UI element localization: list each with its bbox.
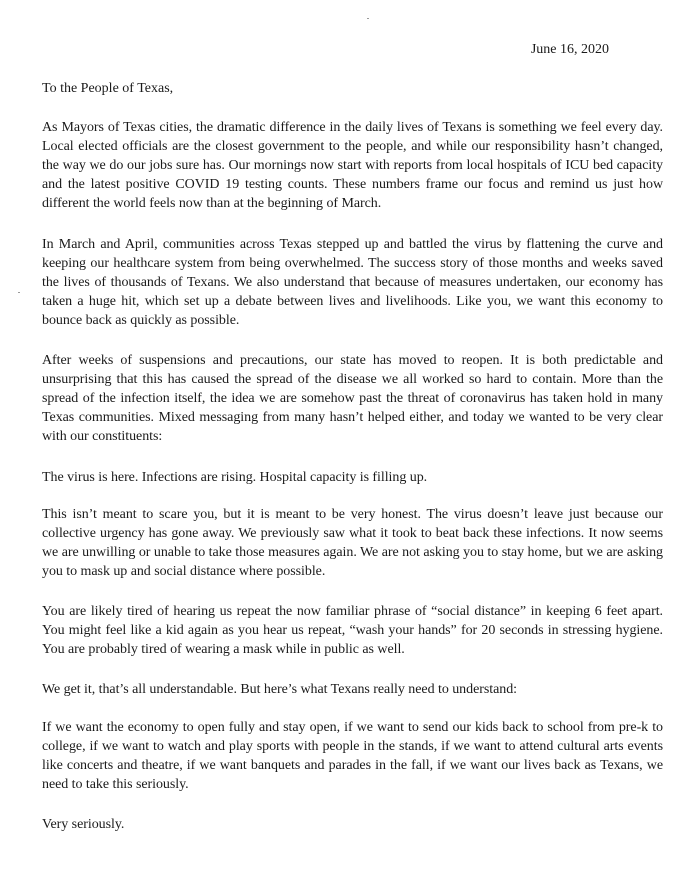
- paragraph-virus-is-here: The virus is here. Infections are rising. Hospital capacity is filling up.: [42, 470, 428, 485]
- paragraph-we-get-it: We get it, that’s all understandable. But here’s what Texans really need to understand:: [42, 682, 517, 697]
- paragraph-if-we-want: If we want the economy to open fully and stay open, if we want to send our kids back to school from pre-k to college, if we want to watch and play sports with people in the stands, if we want to attend cultural arts events like concerts and theatre, if we want banquets and parades in the fall, if we want our lives back as Texans, we need to take this seriously.: [42, 720, 663, 792]
- paragraph-march-april: In March and April, communities across Texas stepped up and battled the virus by flattening the curve and keeping our healthcare system from being overwhelmed. The success story of those months and weeks saved the lives of thousands of Texans. We also understand that because of measures undertaken, our economy has taken a huge hit, which set up a debate between lives and livelihoods. Like you, we want this economy to bounce back as quickly as possible.: [42, 237, 663, 328]
- paragraph-reopening: After weeks of suspensions and precautions, our state has moved to reopen. It is both predictable and unsurprising that this has caused the spread of the disease we all worked so hard to contain. More than the spread of the infection itself, the idea we are somehow past the threat of coronavirus has taken hold in many Texas communities. Mixed messaging from many hasn’t helped either, and today we wanted to be very clear with our constituents:: [42, 353, 663, 444]
- scan-speck: [367, 18, 369, 19]
- paragraph-mayors-daily-lives: As Mayors of Texas cities, the dramatic difference in the daily lives of Texans is something we feel every day. Local elected officials are the closest government to the people, and while our responsibility hasn’t changed, the way we do our jobs sure has. Our mornings now start with reports from local hospitals of ICU bed capacity and the latest positive COVID 19 testing counts. These numbers frame our focus and remind us just how different the world feels now than at the beginning of March.: [42, 120, 663, 211]
- paragraph-be-honest: This isn’t meant to scare you, but it is meant to be very honest. The virus doesn’t leave just because our collective urgency has gone away. We previously saw what it took to beat back these infections. It now seems we are unwilling or unable to take those measures again. We are not asking you to stay home, but we are asking you to mask up and social distance where possible.: [42, 507, 663, 579]
- paragraph-social-distance: You are likely tired of hearing us repeat the now familiar phrase of “social distance” in keeping 6 feet apart. You might feel like a kid again as you hear us repeat, “wash your hands” for 20 seconds in stressing hygiene. You are probably tired of wearing a mask while in public as well.: [42, 604, 663, 657]
- paragraph-very-seriously: Very seriously.: [42, 817, 125, 832]
- letter-greeting: To the People of Texas,: [42, 81, 174, 96]
- scan-speck: [18, 292, 20, 293]
- letter-date: June 16, 2020: [530, 42, 609, 57]
